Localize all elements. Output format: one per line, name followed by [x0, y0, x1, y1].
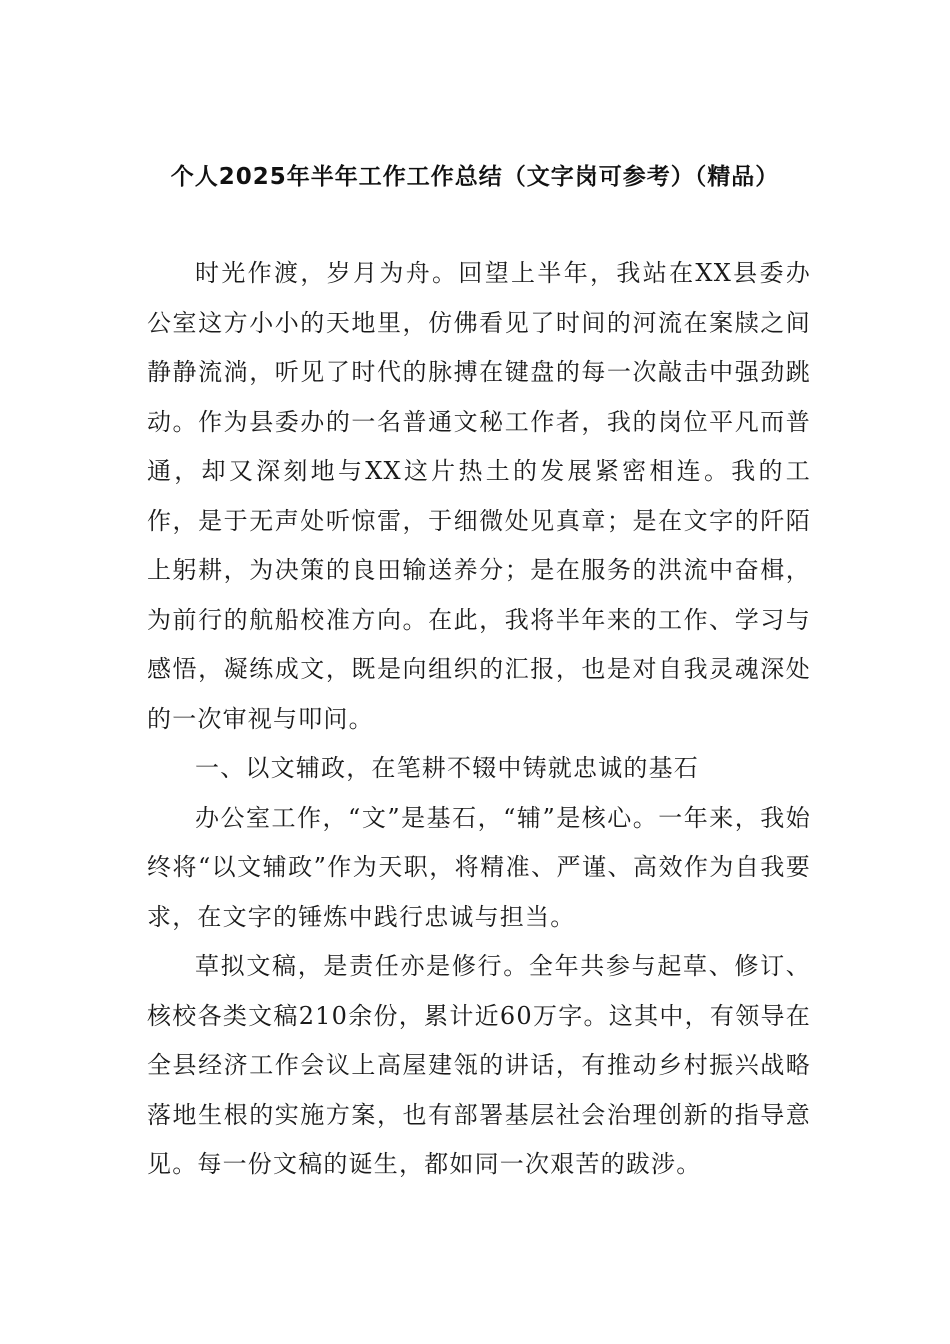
document-body: [147, 249, 811, 1190]
document-title: 个人2025年半年工作工作总结（文字岗可参考）（精品）: [170, 164, 780, 190]
paragraph-intro: 时光作渡，岁月为舟。回望上半年，我站在XX县委办公室这方小小的天地里，仿佛看见了时间的河流在案牍之间静静流淌，听见了时代的脉搏在键盘的每一次敲击中强劲跳动。作为县委办的一名普通文秘工作者，我的岗位平凡而普通，却又深刻地与XX这片热土的发展紧密相连。我的工作，是于无声处听惊雷，于细微处见真章；是在文字的阡陌上躬耕，为决策的良田输送养分；是在服务的洪流中奋楫，为前行的航船校准方向。在此，我将半年来的工作、学习与感悟，凝练成文，既是向组织的汇报，也是对自我灵魂深处的一次审视与叩问。: [147, 259, 811, 733]
paragraph-drafting: 草拟文稿，是责任亦是修行。全年共参与起草、修订、核校各类文稿210余份，累计近60万字。这其中，有领导在全县经济工作会议上高屋建瓴的讲话，有推动乡村振兴战略落地生根的实施方案，也有部署基层社会治理创新的指导意见。每一份文稿的诞生，都如同一次艰苦的跋涉。: [147, 952, 811, 1178]
section-heading-one: 一、以文辅政，在笔耕不辍中铸就忠诚的基石: [195, 754, 699, 782]
paragraph-section-one-intro: 办公室工作，“文”是基石，“辅”是核心。一年来，我始终将“以文辅政”作为天职，将精准、严谨、高效作为自我要求，在文字的锤炼中践行忠诚与担当。: [147, 803, 811, 931]
